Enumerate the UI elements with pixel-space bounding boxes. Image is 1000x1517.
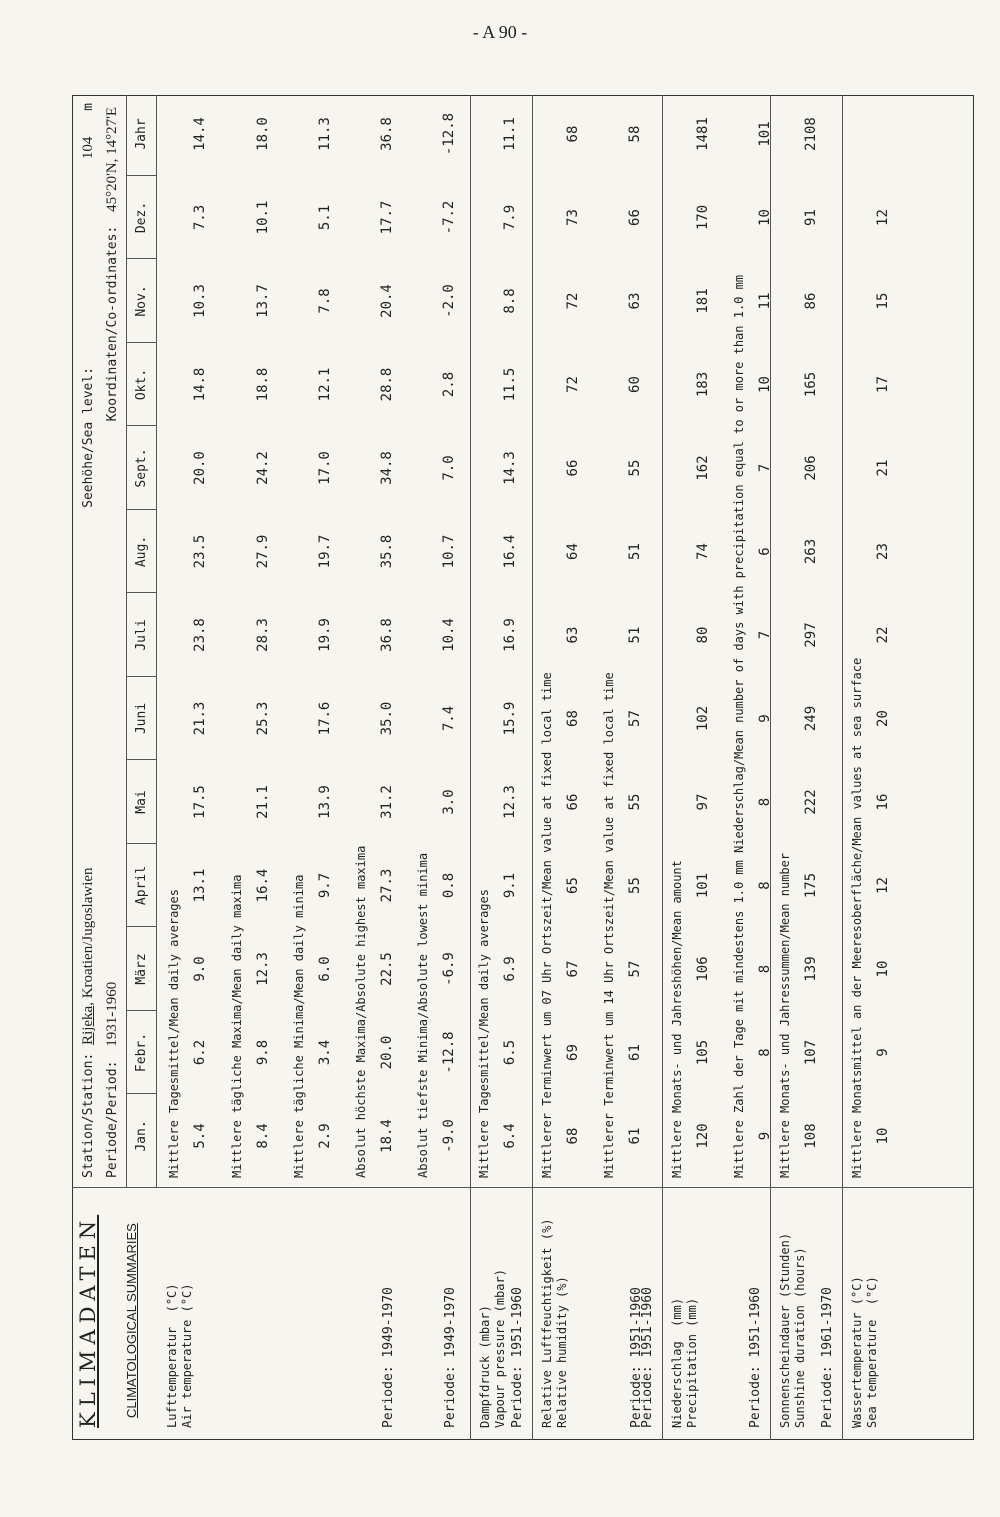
row-title-2-1: Mittlerer Terminwert um 14 Uhr Ortszeit/Mean value at fixed local time (602, 672, 616, 1178)
cell-5-0-1: 9 (875, 1048, 891, 1057)
section-divider-5 (842, 95, 843, 1440)
cell-2-1-12: 58 (627, 125, 643, 143)
cell-2-0-3: 65 (565, 877, 581, 894)
cell-5-0-4: 16 (875, 793, 891, 811)
cell-0-4-7: 10.7 (441, 534, 457, 569)
cell-0-2-5: 17.6 (317, 701, 333, 736)
cell-0-3-1: 20.0 (379, 1035, 395, 1070)
cell-3-0-2: 106 (695, 956, 711, 982)
title: KLIMADATEN (76, 1214, 100, 1428)
cell-0-2-7: 19.7 (317, 534, 333, 569)
cell-0-1-11: 10.1 (255, 200, 271, 235)
cell-0-4-10: -2.0 (441, 284, 457, 318)
cell-3-1-12: 101 (757, 121, 773, 147)
cell-2-1-7: 51 (627, 543, 643, 560)
month-divider-12 (127, 175, 156, 176)
section-label-2: Relative Luftfeuchtigkeit (%) Relative humidity (%) (540, 1218, 569, 1428)
cell-0-0-1: 6.2 (192, 1039, 208, 1066)
section-divider-4 (770, 95, 771, 1440)
sea-level-unit: m (81, 103, 96, 111)
cell-0-3-7: 35.8 (379, 534, 395, 569)
section-divider-2 (532, 95, 533, 1440)
cell-3-0-12: 1481 (695, 117, 711, 151)
station-info (80, 867, 97, 1178)
cell-0-0-4: 17.5 (192, 785, 208, 819)
row-title-0-4: Absolut tiefste Minima/Absolute lowest minima (416, 852, 430, 1178)
cell-0-3-9: 28.8 (379, 367, 395, 402)
cell-2-1-8: 55 (627, 459, 643, 477)
cell-0-1-2: 12.3 (255, 952, 271, 986)
cell-5-0-6: 22 (875, 626, 891, 644)
cell-3-1-1: 8 (757, 1048, 773, 1057)
cell-2-1-11: 66 (627, 209, 643, 226)
cell-0-2-6: 19.9 (317, 618, 333, 652)
row-period-2-1: Periode: 1951-1960 (629, 1287, 644, 1428)
row-title-0-3: Absolut höchste Maxima/Absolute highest maxima (354, 845, 368, 1178)
station-rest: , Kroatien/Jugoslawien (80, 867, 96, 1006)
section-period-1: Periode: 1951-1960 (510, 1287, 525, 1428)
cell-0-3-10: 20.4 (379, 284, 395, 318)
cell-0-1-12: 18.0 (255, 117, 271, 151)
cell-2-0-1: 69 (565, 1044, 581, 1061)
row-title-5-0: Mittlere Monatsmittel an der Meeresoberfläche/Mean values at sea surface (850, 657, 864, 1178)
cell-4-0-0: 108 (803, 1123, 819, 1149)
cell-0-3-0: 18.4 (379, 1119, 395, 1153)
row-title-3-0: Mittlere Monats- und Jahreshöhen/Mean amount (670, 860, 684, 1178)
section-period-4: Periode: 1961-1970 (820, 1287, 835, 1428)
cell-0-3-2: 22.5 (379, 952, 395, 986)
cell-2-0-12: 68 (565, 125, 581, 143)
month-divider-4 (127, 843, 156, 844)
row-title-3-1: Mittlere Zahl der Tage mit mindestens 1.0 mm Niederschlag/Mean number of days with precipitation equal to or more than 1.0 mm (732, 274, 746, 1178)
cell-0-2-3: 9.7 (317, 872, 333, 899)
cell-5-0-2: 10 (875, 960, 891, 978)
cell-1-0-7: 16.4 (502, 534, 518, 569)
cell-3-1-4: 8 (757, 797, 773, 807)
cell-3-0-10: 181 (695, 288, 711, 314)
cell-0-0-10: 10.3 (192, 284, 208, 318)
cell-0-0-2: 9.0 (192, 956, 208, 982)
month-divider-7 (127, 593, 156, 594)
cell-5-0-10: 15 (875, 292, 891, 310)
cell-1-0-10: 8.8 (502, 288, 518, 314)
cell-3-1-10: 11 (757, 292, 773, 310)
cell-2-0-11: 73 (565, 209, 581, 226)
cell-2-1-4: 55 (627, 793, 643, 811)
cell-0-4-1: -12.8 (441, 1031, 457, 1074)
cell-0-4-5: 7.4 (441, 705, 457, 732)
cell-2-1-5: 57 (627, 710, 643, 727)
sea-level-label: Seehöhe/Sea level: (81, 366, 96, 508)
period-value: 1931-1960 (104, 981, 120, 1047)
section-label-1: Dampfdruck (mbar) Vapour pressure (mbar) (478, 1269, 507, 1428)
cell-0-2-4: 13.9 (317, 785, 333, 819)
month-divider-8 (127, 509, 156, 510)
cell-3-0-7: 74 (695, 543, 711, 560)
cell-3-0-8: 162 (695, 455, 711, 481)
cell-0-3-11: 17.7 (379, 200, 395, 235)
cell-4-0-1: 107 (803, 1039, 819, 1066)
month-header-1: Febr. (134, 1032, 149, 1073)
cell-5-0-9: 17 (875, 376, 891, 393)
cell-0-2-2: 6.0 (317, 956, 333, 982)
cell-1-0-8: 14.3 (502, 451, 518, 485)
month-header-12: Jahr (134, 118, 149, 150)
cell-0-4-11: -7.2 (441, 200, 457, 235)
cell-0-3-6: 36.8 (379, 618, 395, 652)
sea-level-info (80, 103, 97, 508)
cell-5-0-8: 21 (875, 459, 891, 477)
cell-0-1-3: 16.4 (255, 868, 271, 903)
month-divider-9 (127, 426, 156, 427)
cell-5-0-0: 10 (875, 1127, 891, 1145)
month-divider-1 (127, 1094, 156, 1095)
month-header-10: Nov. (134, 285, 149, 317)
cell-4-0-8: 206 (803, 455, 819, 481)
section-label-4: Sonnenscheindauer (Stunden) Sunshine duration (hours) (778, 1232, 807, 1428)
cell-0-0-5: 21.3 (192, 701, 208, 736)
cell-2-0-7: 64 (565, 543, 581, 560)
month-header-2: März (134, 953, 149, 985)
cell-0-1-7: 27.9 (255, 534, 271, 569)
cell-0-1-10: 13.7 (255, 284, 271, 318)
section-label-3: Niederschlag (mm) Precipitation (mm) (670, 1297, 699, 1428)
month-divider-2 (127, 1010, 156, 1011)
cell-1-0-4: 12.3 (502, 785, 518, 819)
cell-0-1-8: 24.2 (255, 451, 271, 485)
cell-0-0-3: 13.1 (192, 868, 208, 903)
month-header-6: Juli (134, 619, 149, 651)
cell-5-0-11: 12 (875, 209, 891, 226)
cell-5-0-7: 23 (875, 543, 891, 560)
cell-0-3-4: 31.2 (379, 785, 395, 819)
month-divider-5 (127, 760, 156, 761)
cell-1-0-11: 7.9 (502, 204, 518, 231)
row-title-2-0: Mittlerer Terminwert um 07 Uhr Ortszeit/Mean value at fixed local time (540, 672, 554, 1178)
month-header-0: Jan. (134, 1120, 149, 1152)
section-label-5: Wassertemperatur (°C) Sea temperature (°C) (850, 1276, 879, 1428)
row-title-1-0: Mittlere Tagesmittel/Mean daily averages (477, 889, 491, 1178)
cell-2-0-6: 63 (565, 626, 581, 644)
row-title-0-1: Mittlere tägliche Maxima/Mean daily maxima (230, 874, 244, 1178)
coords-info (104, 107, 121, 421)
cell-0-4-6: 10.4 (441, 618, 457, 652)
cell-0-2-12: 11.3 (317, 117, 333, 151)
page-number: - A 90 - (472, 22, 528, 42)
cell-4-0-4: 222 (803, 789, 819, 815)
cell-3-1-5: 9 (757, 714, 773, 723)
station-label: Station/Station: (81, 1052, 96, 1178)
cell-4-0-2: 139 (803, 956, 819, 982)
cell-1-0-0: 6.4 (502, 1123, 518, 1149)
cell-4-0-6: 297 (803, 622, 819, 648)
sea-level-value: 104 (80, 136, 96, 160)
cell-0-1-6: 28.3 (255, 618, 271, 652)
subtitle: CLIMATOLOGICAL SUMMARIES (124, 1223, 139, 1418)
cell-1-0-12: 11.1 (502, 117, 518, 151)
cell-5-0-3: 12 (875, 877, 891, 894)
cell-0-1-4: 21.1 (255, 785, 271, 819)
section-period-2: Periode: 1951-1960 (640, 1287, 655, 1428)
cell-3-0-0: 120 (695, 1123, 711, 1149)
cell-2-1-3: 55 (627, 877, 643, 894)
cell-0-0-0: 5.4 (192, 1123, 208, 1149)
month-header-5: Juni (134, 702, 149, 735)
cell-2-0-8: 66 (565, 459, 581, 477)
month-header-bottom-line (156, 95, 157, 1188)
cell-2-0-5: 68 (565, 710, 581, 727)
cell-0-1-0: 8.4 (255, 1123, 271, 1149)
cell-1-0-9: 11.5 (502, 367, 518, 402)
cell-4-0-12: 2108 (803, 117, 819, 151)
cell-0-3-12: 36.8 (379, 117, 395, 151)
cell-2-0-4: 66 (565, 793, 581, 811)
cell-4-0-5: 249 (803, 705, 819, 732)
coords-value: 45°20'N, 14°27'E (104, 107, 120, 212)
month-header-4: Mai (134, 790, 149, 814)
cell-3-0-3: 101 (695, 872, 711, 899)
cell-0-0-7: 23.5 (192, 534, 208, 569)
cell-0-0-11: 7.3 (192, 204, 208, 231)
row-period-0-4: Periode: 1949-1970 (443, 1287, 458, 1428)
cell-3-0-4: 97 (695, 793, 711, 811)
cell-0-1-1: 9.8 (255, 1039, 271, 1066)
cell-2-0-2: 67 (565, 960, 581, 978)
cell-3-1-11: 10 (757, 209, 773, 226)
section-divider-3 (662, 95, 663, 1440)
month-header-8: Sept. (134, 448, 149, 488)
cell-0-3-8: 34.8 (379, 451, 395, 485)
cell-0-3-5: 35.0 (379, 701, 395, 736)
cell-2-1-9: 60 (627, 376, 643, 393)
cell-3-0-11: 170 (695, 204, 711, 231)
cell-2-0-9: 72 (565, 376, 581, 393)
row-period-0-3: Periode: 1949-1970 (381, 1287, 396, 1428)
cell-0-2-1: 3.4 (317, 1039, 333, 1066)
month-divider-3 (127, 927, 156, 928)
cell-4-0-9: 165 (803, 371, 819, 398)
cell-0-2-11: 5.1 (317, 204, 333, 231)
cell-0-1-5: 25.3 (255, 701, 271, 736)
cell-1-0-5: 15.9 (502, 701, 518, 736)
cell-0-4-8: 7.0 (441, 455, 457, 481)
section-period-3: Periode: 1951-1960 (748, 1287, 763, 1428)
cell-1-0-6: 16.9 (502, 618, 518, 652)
cell-0-2-9: 12.1 (317, 367, 333, 402)
cell-3-0-6: 80 (695, 626, 711, 644)
cell-0-4-3: 0.8 (441, 872, 457, 899)
cell-2-1-10: 63 (627, 292, 643, 310)
cell-3-1-9: 10 (757, 376, 773, 393)
cell-0-4-12: -12.8 (441, 112, 457, 156)
cell-4-0-11: 91 (803, 209, 819, 226)
period-label: Periode/Period: (105, 1060, 120, 1178)
month-header-7: Aug. (134, 535, 149, 568)
cell-4-0-10: 86 (803, 292, 819, 310)
coords-label: Koordinaten/Co-ordinates: (105, 225, 120, 422)
cell-2-1-2: 57 (627, 960, 643, 978)
cell-2-0-0: 68 (565, 1127, 581, 1145)
cell-0-2-8: 17.0 (317, 451, 333, 485)
cell-3-0-5: 102 (695, 705, 711, 732)
cell-0-3-3: 27.3 (379, 868, 395, 903)
cell-0-4-4: 3.0 (441, 789, 457, 815)
cell-3-0-9: 183 (695, 371, 711, 398)
cell-4-0-7: 263 (803, 538, 819, 565)
cell-3-1-8: 7 (757, 463, 773, 473)
cell-0-2-0: 2.9 (317, 1123, 333, 1149)
row-title-4-0: Mittlere Monats- und Jahressummen/Mean number (778, 852, 792, 1178)
cell-3-0-1: 105 (695, 1039, 711, 1066)
cell-0-4-0: -9.0 (441, 1119, 457, 1153)
cell-3-1-3: 8 (757, 881, 773, 890)
month-divider-11 (127, 259, 156, 260)
section-divider-1 (470, 95, 471, 1440)
period-info (104, 982, 121, 1178)
cell-2-1-0: 61 (627, 1127, 643, 1145)
cell-3-1-6: 7 (757, 630, 773, 640)
cell-0-2-10: 7.8 (317, 288, 333, 314)
label-column-divider (72, 1187, 974, 1188)
cell-3-1-0: 9 (757, 1131, 773, 1141)
cell-0-1-9: 18.8 (255, 367, 271, 402)
section-label-0: Lufttemperatur (°C) Air temperature (°C) (165, 1283, 194, 1428)
cell-3-1-2: 8 (757, 964, 773, 974)
cell-5-0-5: 20 (875, 710, 891, 727)
cell-0-4-2: -6.9 (441, 952, 457, 986)
cell-1-0-3: 9.1 (502, 872, 518, 899)
cell-0-0-8: 20.0 (192, 451, 208, 485)
station-name: Rijeka (80, 1005, 96, 1045)
cell-0-0-12: 14.4 (192, 117, 208, 151)
month-divider-6 (127, 676, 156, 677)
month-header-3: April (134, 865, 149, 906)
cell-2-1-6: 51 (627, 626, 643, 644)
month-divider-10 (127, 342, 156, 343)
row-title-0-2: Mittlere tägliche Minima/Mean daily minima (292, 874, 306, 1178)
cell-2-1-1: 61 (627, 1044, 643, 1061)
month-header-9: Okt. (134, 368, 149, 401)
cell-0-4-9: 2.8 (441, 371, 457, 398)
cell-0-0-9: 14.8 (192, 367, 208, 402)
cell-2-0-10: 72 (565, 292, 581, 310)
rotated-table-sheet (72, 95, 974, 1440)
cell-4-0-3: 175 (803, 872, 819, 899)
cell-3-1-7: 6 (757, 547, 773, 556)
row-title-0-0: Mittlere Tagesmittel/Mean daily averages (167, 889, 181, 1178)
month-header-11: Dez. (134, 201, 149, 234)
cell-1-0-1: 6.5 (502, 1039, 518, 1066)
cell-0-0-6: 23.8 (192, 618, 208, 652)
cell-1-0-2: 6.9 (502, 956, 518, 982)
